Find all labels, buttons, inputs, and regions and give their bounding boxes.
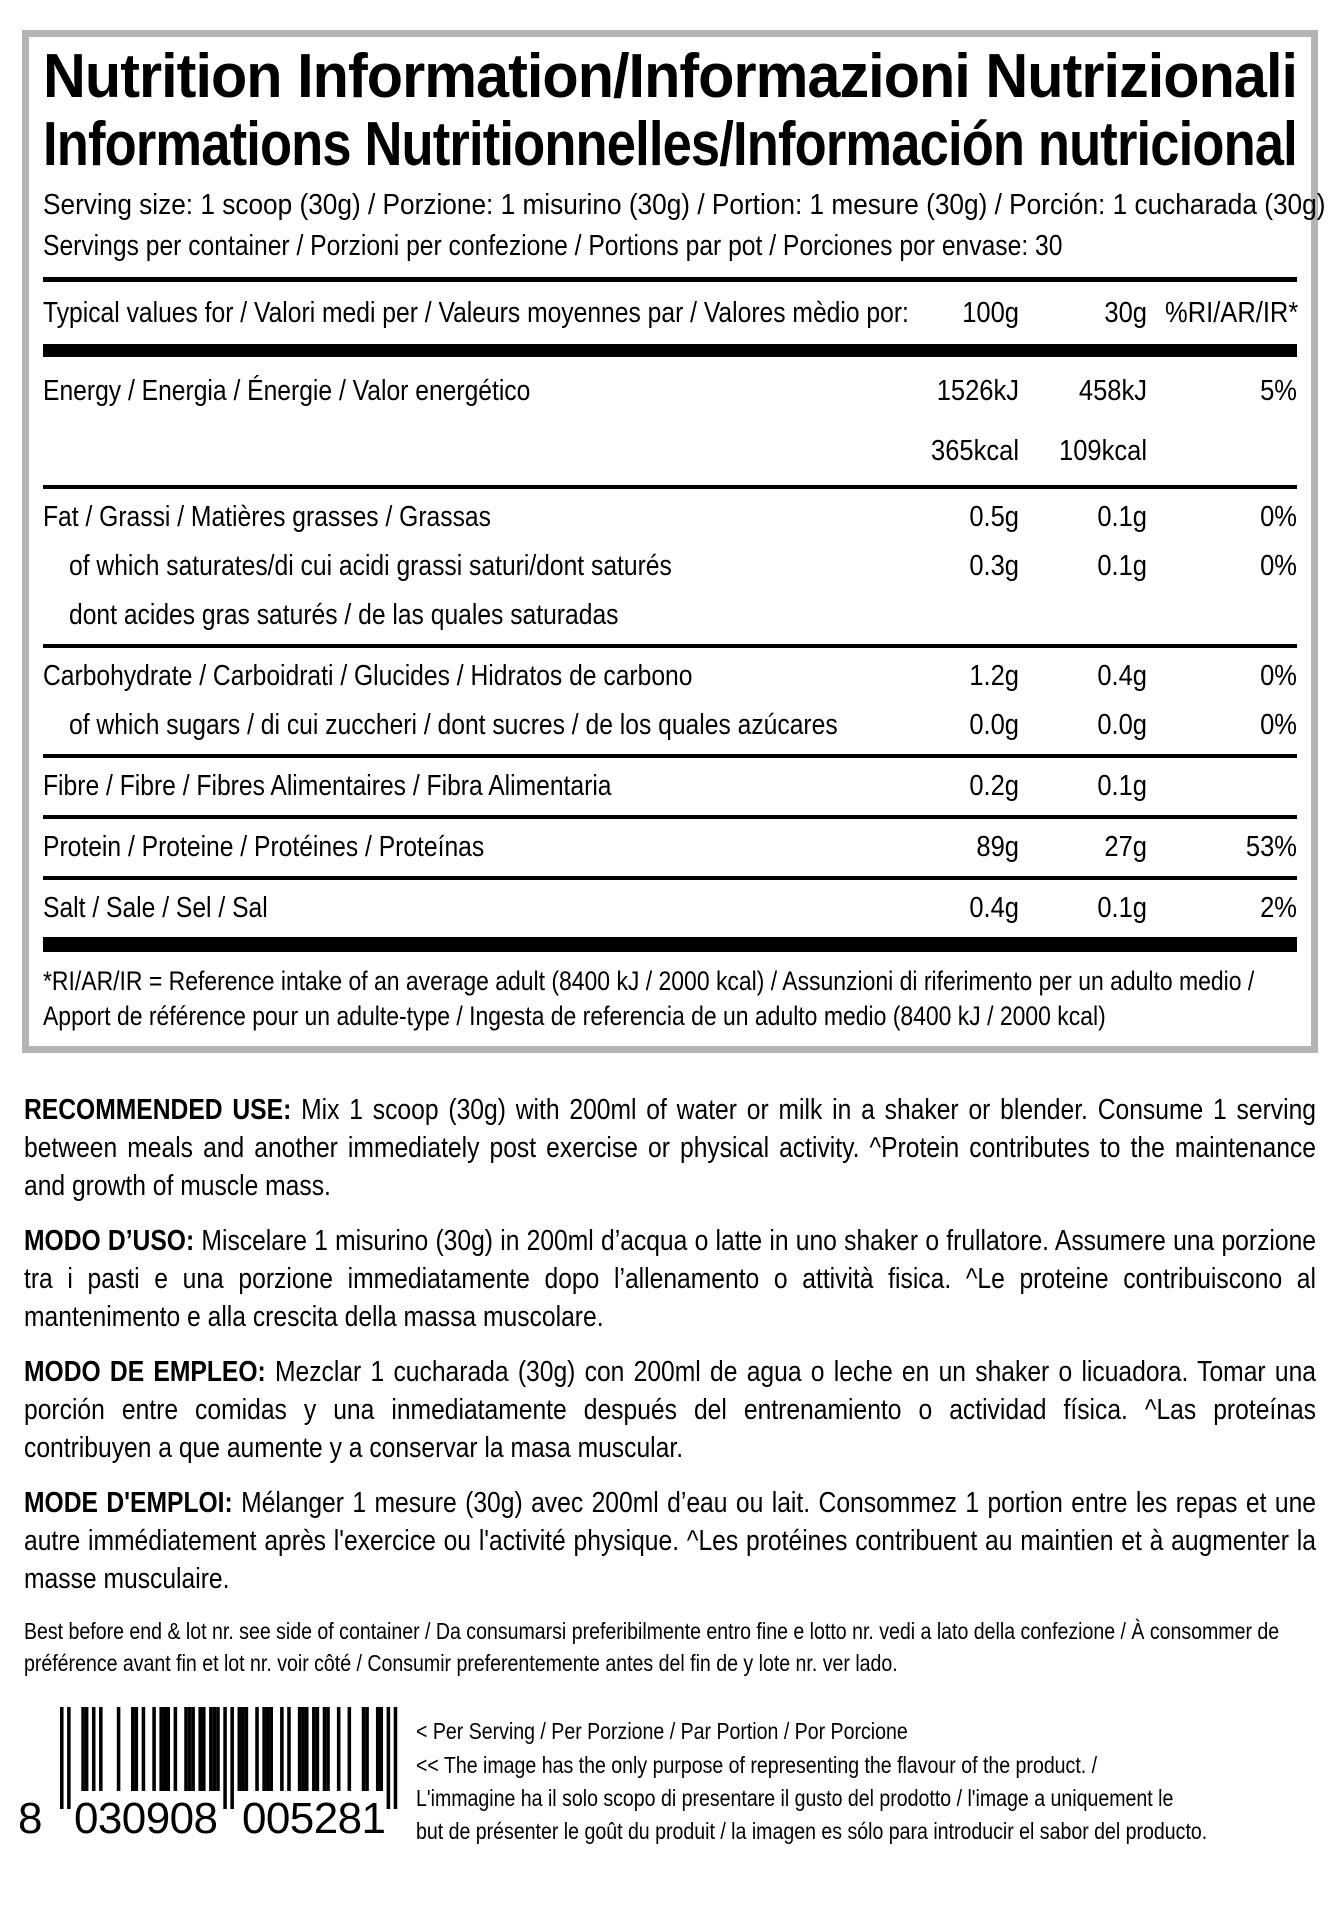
value-percent: 0%: [1260, 501, 1297, 533]
table-row: [43, 762, 1297, 811]
value-100g: 0.0g: [969, 709, 1019, 741]
servings-per-container-line: Servings per container / Porzioni per confezione / Portions par pot / Porciones por envase: 30: [43, 230, 1063, 262]
value-30g: 0.1g: [1097, 892, 1147, 924]
value-30g: 0.0g: [1097, 709, 1147, 741]
table-row: [43, 884, 1297, 933]
value-30g: 27g: [1104, 831, 1147, 863]
table-row: [43, 591, 1297, 640]
thick-divider-bar: [43, 937, 1297, 952]
image-note-line: L'immagine ha il solo scopo di presentare il gusto del prodotto / l'image a uniquement le: [416, 1785, 1174, 1811]
title-line-1: Nutrition Information/Informazioni Nutrizionali: [43, 42, 1298, 111]
nutrient-label: Protein / Proteine / Protéines / Proteínas: [43, 831, 485, 863]
nutrient-label: Salt / Sale / Sel / Sal: [43, 892, 268, 924]
carbohydrate-section: [43, 648, 1297, 754]
value-percent: 0%: [1260, 550, 1297, 582]
value-percent: 53%: [1245, 831, 1297, 863]
page-title: [43, 43, 1297, 179]
reference-intake-footnote: *RI/AR/IR = Reference intake of an average adult (8400 kJ / 2000 kcal) / Assunzioni di riferimento per un adulto medio / Apport de référence pour un adulte-type / Ingesta de referencia de un adulto medio (8400 kJ / 2000 kcal): [43, 966, 1255, 1031]
table-row: [43, 823, 1297, 872]
value-percent: 0%: [1260, 709, 1297, 741]
value-100g: 0.5g: [969, 501, 1019, 533]
image-note-line: but de présenter le goût du produit / la imagen es sólo para introducir el sabor del producto.: [416, 1818, 1208, 1844]
column-header-30g: 30g: [1104, 296, 1147, 329]
salt-section: [43, 880, 1297, 937]
svg-text:030908: 030908: [74, 1794, 218, 1839]
column-header-ri: %RI/AR/IR*: [1165, 296, 1299, 329]
image-note-line: << The image has the only purpose of representing the flavour of the product. /: [416, 1752, 1098, 1778]
value-30g: 0.1g: [1097, 550, 1147, 582]
per-serving-note: < Per Serving / Per Porzione / Par Portion / Por Porcione: [416, 1718, 908, 1744]
recommended-use-paragraph: RECOMMENDED USE: Mix 1 scoop (30g) with 200ml of water or milk in a shaker or blender. Consume 1 serving between meals and another immediately post exercise or physical activity. ^Protein contributes to the maintenance and growth of muscle mass.: [24, 1094, 1316, 1202]
value-100g: 0.2g: [969, 770, 1019, 802]
footer-notes: [416, 1707, 1340, 1848]
ean-barcode: [12, 1707, 412, 1844]
nutrient-label: Energy / Energia / Énergie / Valor energético: [43, 375, 531, 407]
value-30g: 0.1g: [1097, 501, 1147, 533]
mode-demploi-paragraph: MODE D'EMPLOI: Mélanger 1 mesure (30g) avec 200ml d’eau ou lait. Consommez 1 portion entre les repas et une autre immédiatement après l'exercice ou l'activité physique. ^Les protéines contribuent au maintien et à augmenter la masse musculaire.: [24, 1487, 1317, 1595]
table-header-label: Typical values for / Valori medi per / Valeurs moyennes par / Valores mèdio por:: [43, 296, 909, 329]
value-percent: 2%: [1260, 892, 1297, 924]
value-30g: 458kJ 109kcal: [1059, 375, 1147, 467]
modo-de-empleo-paragraph: MODO DE EMPLEO: Mezclar 1 cucharada (30g) con 200ml de agua o leche en un shaker o licuadora. Tomar una porción entre comidas y una inmediatamente después del entrenamiento o actividad física. ^Las proteínas contribuyen a que aumente y a conservar la masa muscular.: [24, 1356, 1316, 1464]
best-before-note: Best before end & lot nr. see side of container / Da consumarsi preferibilmente entro fine e lotto nr. vedi a lato della confezione / À consommer de préférence avant fin et lot nr. voir côté / Consumir preferentemente antes del fin de y lote nr. ver lado.: [24, 1618, 1280, 1676]
column-header-100g: 100g: [962, 296, 1019, 329]
nutrient-label: Fat / Grassi / Matières grasses / Grassas: [43, 501, 491, 533]
usage-instructions: [24, 1091, 1340, 1679]
table-header-row: [43, 282, 1297, 344]
value-100g: 1526kJ 365kcal: [931, 375, 1019, 467]
nutrient-label: of which sugars / di cui zuccheri / dont sucres / de los quales azúcares: [69, 709, 838, 741]
value-100g: 0.4g: [969, 892, 1019, 924]
section-heading: RECOMMENDED USE:: [24, 1094, 292, 1126]
table-row: [43, 542, 1297, 591]
value-30g: 0.4g: [1097, 660, 1147, 692]
section-heading: MODO DE EMPLEO:: [24, 1356, 266, 1388]
value-100g: 0.3g: [969, 550, 1019, 582]
thick-divider-bar: [43, 344, 1297, 357]
value-100g: 1.2g: [969, 660, 1019, 692]
table-row: [43, 701, 1297, 750]
nutrient-label: Fibre / Fibre / Fibres Alimentaires / Fibra Alimentaria: [43, 770, 612, 802]
svg-text:8: 8: [18, 1794, 43, 1839]
fibre-section: [43, 758, 1297, 815]
value-30g: 0.1g: [1097, 770, 1147, 802]
protein-section: [43, 819, 1297, 876]
table-row: [43, 652, 1297, 701]
fat-section: [43, 489, 1297, 644]
nutrient-label: of which saturates/di cui acidi grassi saturi/dont saturés: [69, 550, 672, 582]
nutrition-facts-panel: [22, 30, 1326, 1053]
section-heading: MODO D’USO:: [24, 1225, 195, 1257]
value-100g: 89g: [976, 831, 1019, 863]
nutrition-label-page: [0, 30, 1340, 1930]
value-percent: 5%: [1260, 375, 1297, 407]
nutrient-label: Carbohydrate / Carboidrati / Glucides / Hidratos de carbono: [43, 660, 693, 692]
section-heading: MODE D'EMPLOI:: [24, 1487, 233, 1519]
energy-section: [43, 357, 1297, 485]
value-percent: 0%: [1260, 660, 1297, 692]
table-row: [43, 361, 1297, 481]
modo-duso-paragraph: MODO D’USO: Miscelare 1 misurino (30g) in 200ml d’acqua o latte in uno shaker o frullatore. Assumere una porzione tra i pasti e una porzione immediatamente dopo l’allenamento o attività fisica. ^Le proteine contribuiscono al mantenimento e alla crescita della massa muscolare.: [24, 1225, 1317, 1333]
title-line-2: Informations Nutritionnelles/Información nutricional: [43, 110, 1297, 179]
svg-text:005281: 005281: [242, 1794, 386, 1839]
nutrient-label: dont acides gras saturés / de las quales saturadas: [69, 599, 619, 631]
table-row: [43, 493, 1297, 542]
serving-size-line: Serving size: 1 scoop (30g) / Porzione: 1 misurino (30g) / Portion: 1 mesure (30g) / Porción: 1 cucharada (30g): [43, 189, 1326, 221]
bottom-block: [12, 1707, 1340, 1848]
